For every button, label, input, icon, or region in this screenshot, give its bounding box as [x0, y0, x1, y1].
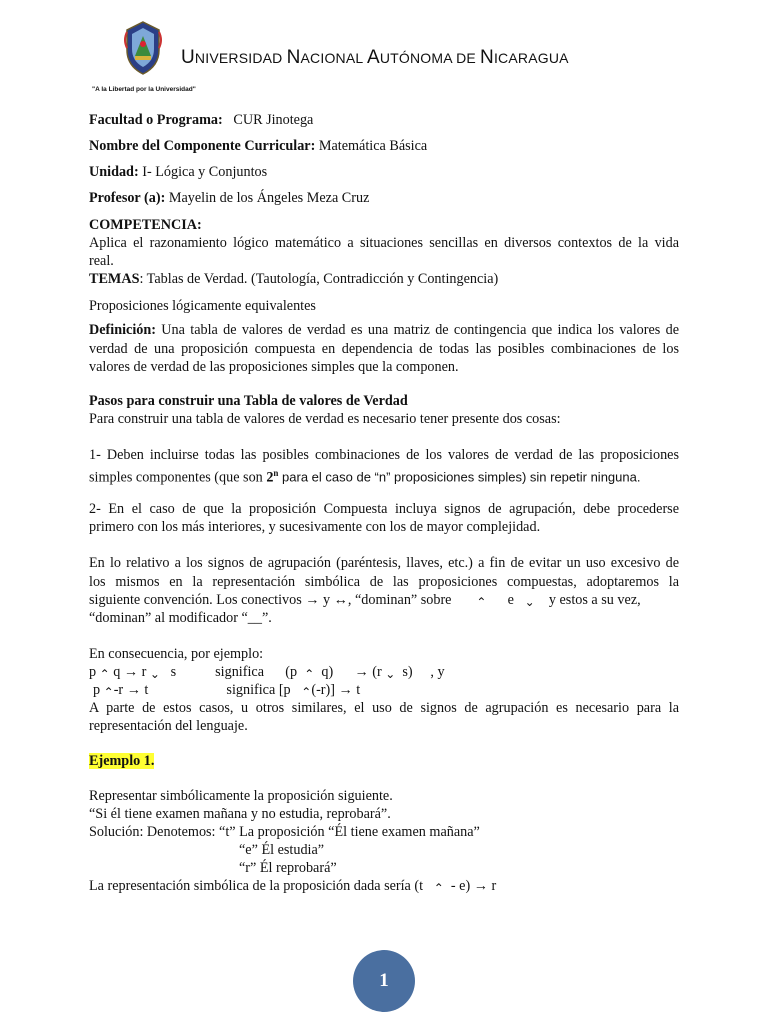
faculty-line: Facultad o Programa: CUR Jinotega	[89, 112, 314, 128]
consecuencia-example-1: p ⌃ q → r ⌄ s significa (p ⌃ q) → (r ⌄ s) , y	[89, 663, 445, 682]
consecuencia-text-1: A parte de estos casos, u otros similares, el uso de signos de agrupación es necesario para la	[89, 700, 679, 716]
proposiciones-line: Proposiciones lógicamente equivalentes	[89, 298, 316, 314]
page-number-badge: 1	[353, 950, 415, 1012]
and-symbol-icon: ⌃	[103, 685, 114, 699]
ejemplo-text-2: “Si él tiene examen mañana y no estudia, reprobará”.	[89, 806, 391, 822]
definicion-text-2: verdad de una proposición compuesta en dependencia de todas las posibles combinaciones de los	[89, 341, 679, 357]
ejemplo-text-3: Solución: Denotemos: “t” La proposición “Él tiene examen mañana”	[89, 824, 480, 840]
professor-line: Profesor (a): Mayelin de los Ángeles Meza Cruz	[89, 190, 370, 206]
paso-2-text-2: primero con los más interiores, y sucesivamente con los de mayor complejidad.	[89, 519, 541, 535]
competencia-heading: COMPETENCIA:	[89, 217, 202, 233]
consecuencia-intro: En consecuencia, por ejemplo:	[89, 646, 264, 662]
university-seal-logo	[123, 20, 163, 76]
and-symbol-icon: ⌃	[99, 667, 110, 681]
consecuencia-example-2: p ⌃-r → t significa [p ⌃(-r)] → t	[93, 681, 360, 700]
ejemplo-text-5: “r” Él reprobará”	[239, 860, 337, 876]
pasos-intro: Para construir una tabla de valores de verdad es necesario tener presente dos cosas:	[89, 411, 561, 427]
agrupacion-text-1: En lo relativo a los signos de agrupación (paréntesis, llaves, etc.) a fin de evitar un uso excesivo de	[89, 555, 679, 571]
paso-2-text-1: 2- En el caso de que la proposición Compuesta incluya signos de agrupación, debe procederse	[89, 501, 679, 517]
ejemplo-text-4: “e” Él estudia”	[239, 842, 325, 858]
or-symbol-icon: ⌄	[149, 667, 160, 681]
temas-line: TEMAS: Tablas de Verdad. (Tautología, Contradicción y Contingencia)	[89, 271, 499, 287]
agrupacion-text-3: siguiente convención. Los conectivos → y ↔, “dominan” sobre ⌃ e ⌄ y estos a su vez,	[89, 591, 641, 610]
and-symbol-icon: ⌃	[476, 595, 487, 609]
university-motto: "A la Libertad por la Universidad"	[92, 86, 196, 93]
definicion-text-1: Definición: Una tabla de valores de verdad es una matriz de contingencia que indica los valores de	[89, 322, 679, 338]
paso-1-text-1: 1- Deben incluirse todas las posibles combinaciones de los valores de verdad de las proposiciones	[89, 447, 679, 463]
ejemplo-text-6: La representación simbólica de la proposición dada sería (t ⌃ - e) → r	[89, 877, 496, 896]
and-symbol-icon: ⌃	[433, 881, 444, 895]
ejemplo-heading: Ejemplo 1.	[89, 753, 155, 769]
or-symbol-icon: ⌄	[524, 595, 535, 609]
competencia-text-1: Aplica el razonamiento lógico matemático a situaciones sencillas en diversos contextos de la vida	[89, 235, 679, 251]
competencia-text-2: real.	[89, 253, 114, 269]
consecuencia-text-2: representación del lenguaje.	[89, 718, 248, 734]
ejemplo-text-1: Representar simbólicamente la proposición siguiente.	[89, 788, 393, 804]
or-symbol-icon: ⌄	[385, 667, 396, 681]
component-line: Nombre del Componente Curricular: Matemática Básica	[89, 138, 428, 154]
definicion-text-3: valores de verdad de las proposiciones simples que la componen.	[89, 359, 459, 375]
unit-line: Unidad: I- Lógica y Conjuntos	[89, 164, 268, 180]
and-symbol-icon: ⌃	[304, 667, 315, 681]
pasos-heading: Pasos para construir una Tabla de valores de Verdad	[89, 393, 408, 409]
agrupacion-text-4: “dominan” al modificador “__”.	[89, 610, 272, 626]
paso-1-text-2: simples componentes (que son 2$^n$ para el caso de “n” proposiciones simples) sin repetir ninguna.	[89, 468, 641, 486]
university-header: UNIVERSIDAD NACIONAL AUTÓNOMA DE NICARAGUA	[181, 47, 569, 68]
and-symbol-icon: ⌃	[301, 685, 312, 699]
agrupacion-text-2: los mismos en la representación simbólica de las proposiciones compuestas, adoptaremos la	[89, 574, 679, 590]
